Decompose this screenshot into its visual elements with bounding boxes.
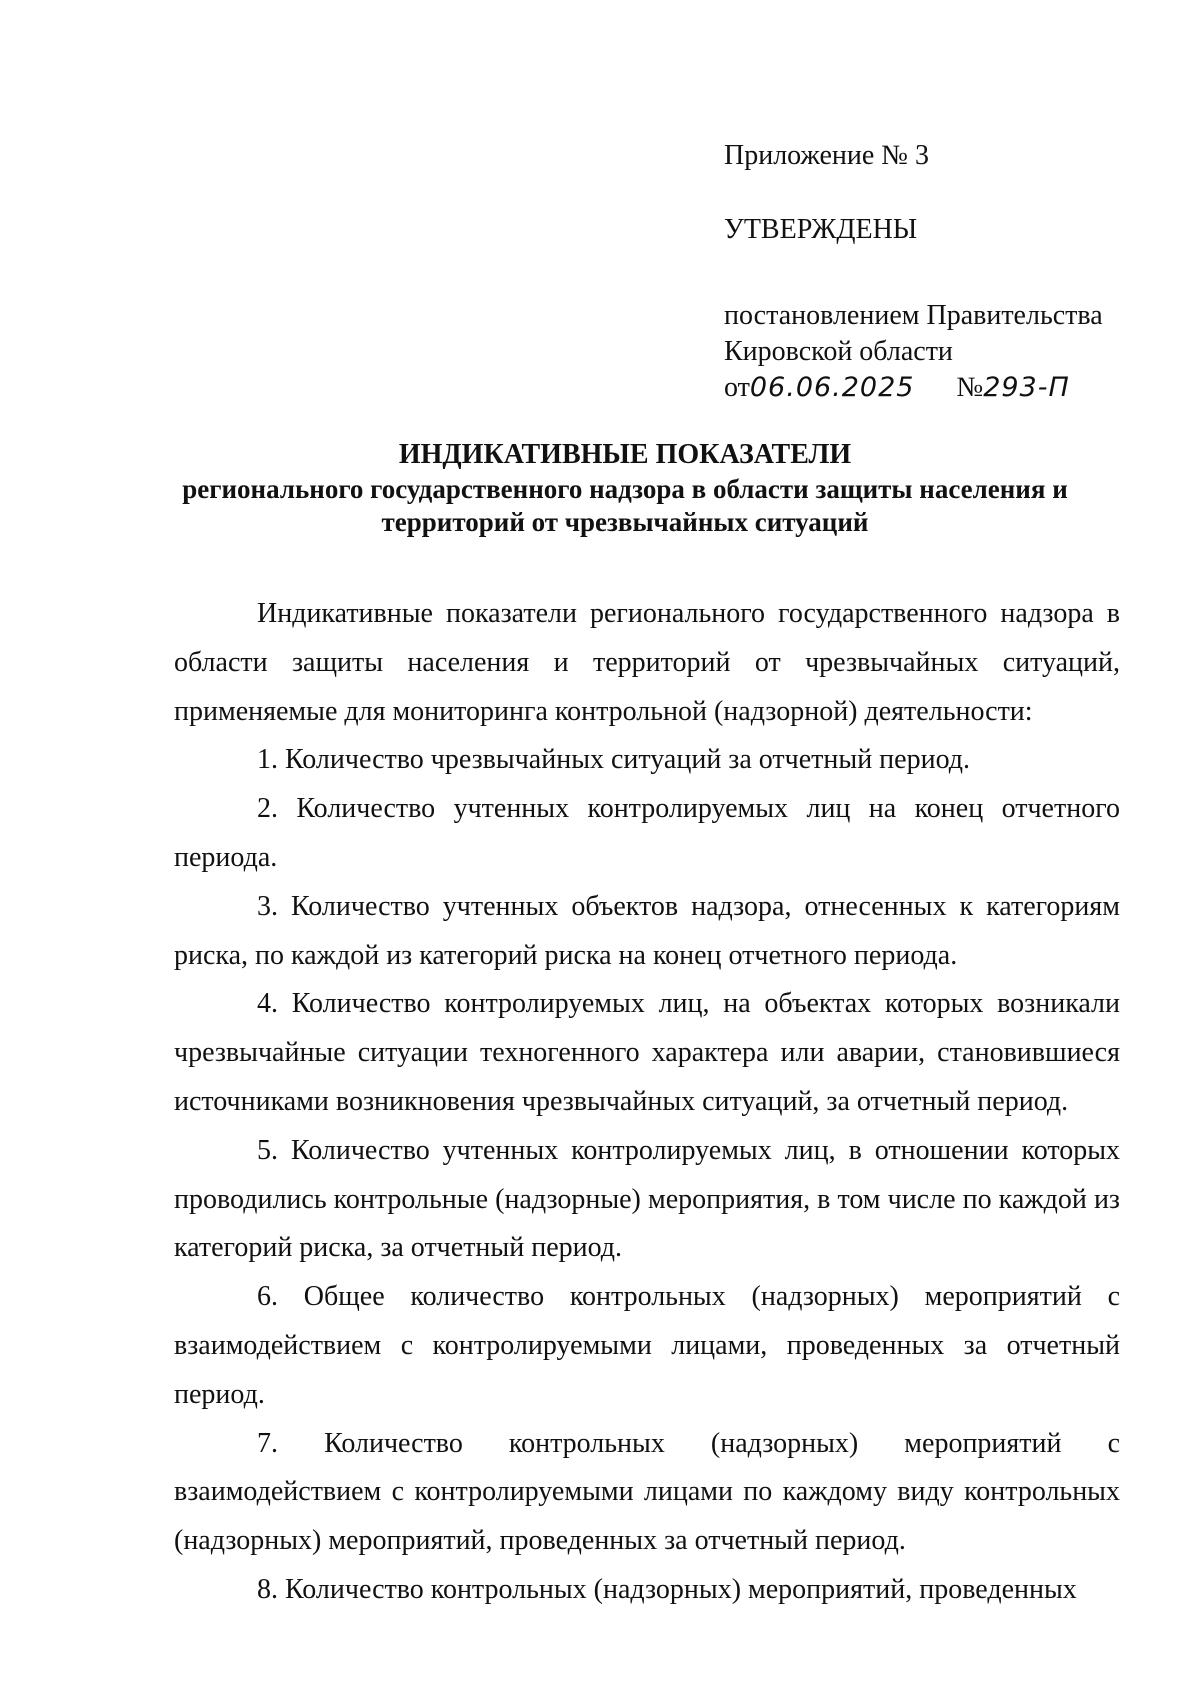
date-prefix: от (724, 372, 750, 403)
resolution-line-2: Кировской области (724, 336, 953, 367)
list-item: 1. Количество чрезвычайных ситуаций за отчетный период. (257, 744, 971, 776)
resolution-line-1: постановлением Правительства (724, 300, 1103, 331)
title-line-3: территорий от чрезвычайных ситуаций (381, 507, 869, 537)
list-item: 3. Количество учтенных объектов надзора, отнесенных к категориям риска, по каждой из категорий риска на конец отчетного периода. (174, 890, 1120, 971)
handwritten-date: 06.06.2025 (749, 372, 915, 403)
handwritten-number: 293-П (983, 372, 1070, 403)
document-body (174, 590, 1120, 1615)
date-number-line (724, 370, 1154, 406)
approved-label: УТВЕРЖДЕНЫ (724, 214, 918, 245)
number-prefix: № (956, 372, 984, 403)
list-item: 8. Количество контрольных (надзорных) мероприятий, проведенных (257, 1573, 1077, 1605)
list-item: 4. Количество контролируемых лиц, на объектах которых возникали чрезвычайные ситуации техногенного характера или аварии, становившиеся источниками возникновения чрезвычайных ситуаций, за отчетный период. (174, 988, 1120, 1117)
list-item: 2. Количество учтенных контролируемых лиц на конец отчетного периода. (174, 793, 1120, 873)
intro-paragraph: Индикативные показатели регионального государственного надзора в области защиты населения и территорий от чрезвычайных ситуаций, применяемые для мониторинга контрольной (надзорной) деятельности: (174, 598, 1120, 727)
annex-label: Приложение № 3 (724, 140, 929, 171)
list-item: 5. Количество учтенных контролируемых лиц, в отношении которых проводились контрольные (надзорные) мероприятия, в том числе по каждой из категорий риска, за отчетный период. (174, 1134, 1120, 1264)
list-item: 7. Количество контрольных (надзорных) мероприятий с взаимодействием с контролируемыми лицами по каждому виду контрольных (надзорных) мероприятий, проведенных за отчетный период. (174, 1427, 1120, 1557)
approval-block (724, 138, 1154, 406)
title-main: ИНДИКАТИВНЫЕ ПОКАЗАТЕЛИ (398, 439, 852, 470)
document-title (150, 438, 1100, 539)
title-line-2: регионального государственного надзора в области защиты населения и (182, 474, 1068, 504)
list-item: 6. Общее количество контрольных (надзорных) мероприятий с взаимодействием с контролируемыми лицами, проведенных за отчетный период. (174, 1281, 1120, 1410)
